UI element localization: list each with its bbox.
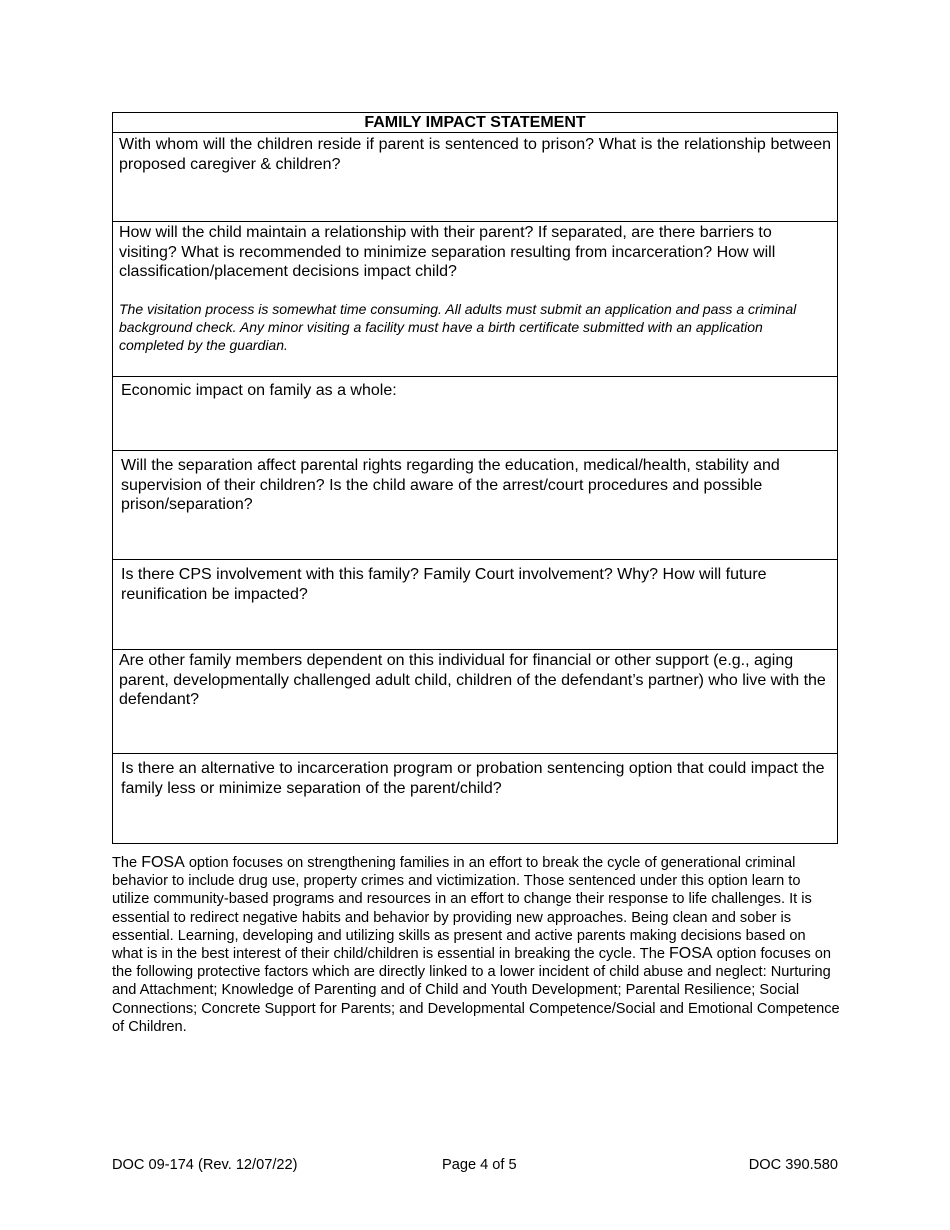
question-cell-cps[interactable] [113, 560, 838, 650]
form-number: DOC 09-174 (Rev. 12/07/22) [112, 1157, 298, 1173]
question-alternative: Is there an alternative to incarceration program or probation sentencing option that could impact the family less or minimize separation of the parent/child? [121, 760, 825, 797]
page-number: Page 4 of 5 [442, 1157, 517, 1173]
form-title: FAMILY IMPACT STATEMENT [113, 113, 838, 133]
question-cell-economic[interactable] [113, 377, 838, 451]
question-cell-relationship[interactable] [113, 222, 838, 377]
question-cps: Is there CPS involvement with this family? Family Court involvement? Why? How will future reunification be impacted? [121, 566, 767, 603]
question-relationship: How will the child maintain a relationship with their parent? If separated, are there barriers to visiting? What is recommended to minimize separation resulting from incarceration? How will classification/placement decisions impact child? [119, 224, 776, 280]
question-cell-alternative[interactable] [113, 754, 838, 844]
question-cell-caregiver[interactable] [113, 133, 838, 222]
fosa-paragraph [112, 854, 840, 1036]
page-footer [112, 1157, 838, 1175]
policy-number: DOC 390.580 [748, 1157, 838, 1173]
question-dependents: Are other family members dependent on this individual for financial or other support (e.g., aging parent, developmentally challenged adult child, children of the defendant’s partner) who live with the defendant? [119, 652, 826, 708]
question-parental-rights: Will the separation affect parental rights regarding the education, medical/health, stability and supervision of their children? Is the child aware of the arrest/court procedures and possible prison/separation? [121, 457, 780, 513]
question-cell-parental-rights[interactable] [113, 451, 838, 560]
fosa-acronym: FOSA [141, 854, 185, 871]
visitation-note: The visitation process is somewhat time consuming. All adults must submit an application and pass a criminal background check. Any minor visiting a facility must have a birth certificate submitted with an application completed by the guardian. [119, 300, 797, 353]
fosa-text-a: The [112, 855, 142, 871]
fosa-text-b: option focuses on strengthening families in an effort to break the cycle of generational criminal behavior to include drug use, property crimes and victimization. Those sentenced under this option learn to utilize community-based programs and resources in an effort to change their response to life challenges. It is essential to redirect negative habits and behavior by providing new approaches. Being clean and sober is essential. Learning, developing and utilizing skills as present and active parents making decisions based on what is in the best interest of their child/children is essential in breaking the cycle. The [112, 855, 812, 963]
fosa-text-c: option focuses on the following protective factors which are directly linked to a lower incident of child abuse and neglect: Nurturing and Attachment; Knowledge of Parenting and of Child and Youth Development; Parental Resilience; Social Connections; Concrete Support for Parents; and Developmental Competence/Social and Emotional Competence of Children. [112, 946, 840, 1035]
family-impact-form [112, 112, 838, 844]
question-economic: Economic impact on family as a whole: [121, 382, 397, 399]
fosa-acronym-2: FOSA [669, 945, 713, 963]
question-caregiver: With whom will the children reside if parent is sentenced to prison? What is the relationship between proposed caregiver & children? [119, 136, 831, 173]
question-cell-dependents[interactable] [113, 650, 838, 754]
